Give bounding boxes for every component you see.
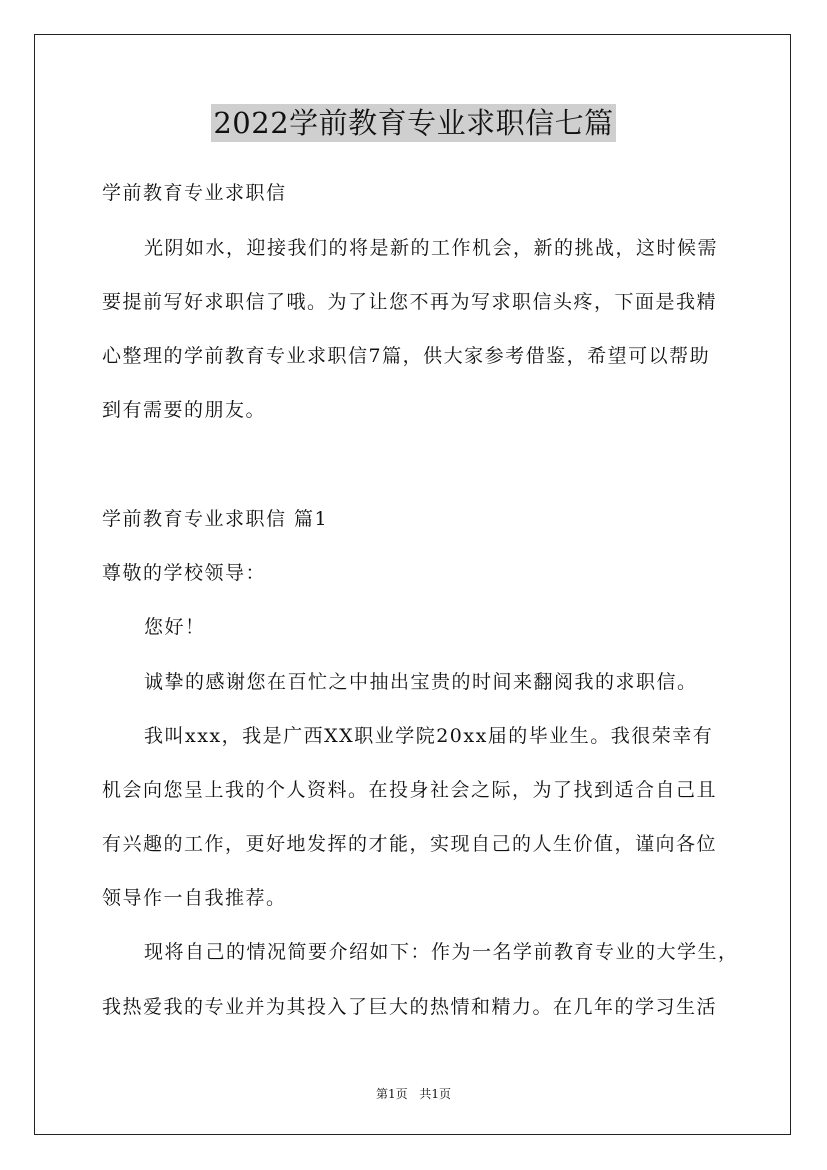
paragraph-line: 心整理的学前教育专业求职信7篇，供大家参考借鉴，希望可以帮助 — [102, 345, 711, 367]
paragraph-line: 到有需要的朋友。 — [102, 399, 267, 421]
section-heading: 学前教育专业求职信 — [102, 182, 287, 204]
page-footer — [0, 1086, 827, 1102]
section-heading: 学前教育专业求职信 篇1 — [102, 508, 329, 530]
page-total: 共1页 — [419, 1087, 452, 1101]
paragraph-line: 领导作一自我推荐。 — [102, 887, 287, 909]
paragraph-line: 有兴趣的工作，更好地发挥的才能，实现自己的人生价值，谨向各位 — [102, 833, 718, 855]
page-number: 第1页 — [375, 1087, 408, 1101]
title-container — [0, 104, 827, 142]
paragraph-line: 现将自己的情况简要介绍如下：作为一名学前教育专业的大学生， — [144, 941, 739, 963]
paragraph-line: 光阴如水，迎接我们的将是新的工作机会，新的挑战，这时候需 — [144, 237, 719, 259]
paragraph-line: 诚挚的感谢您在百忙之中抽出宝贵的时间来翻阅我的求职信。 — [144, 671, 698, 693]
salutation: 尊敬的学校领导： — [102, 562, 267, 584]
greeting: 您好！ — [144, 616, 206, 638]
document-title: 2022学前教育专业求职信七篇 — [213, 106, 614, 140]
paragraph-line: 要提前写好求职信了哦。为了让您不再为写求职信头疼，下面是我精 — [102, 291, 718, 313]
paragraph-line: 我叫xxx，我是广西XX职业学院20xx届的毕业生。我很荣幸有 — [144, 725, 714, 747]
paragraph-line: 我热爱我的专业并为其投入了巨大的热情和精力。在几年的学习生活 — [102, 996, 718, 1018]
paragraph-line: 机会向您呈上我的个人资料。在投身社会之际，为了找到适合自己且 — [102, 779, 718, 801]
